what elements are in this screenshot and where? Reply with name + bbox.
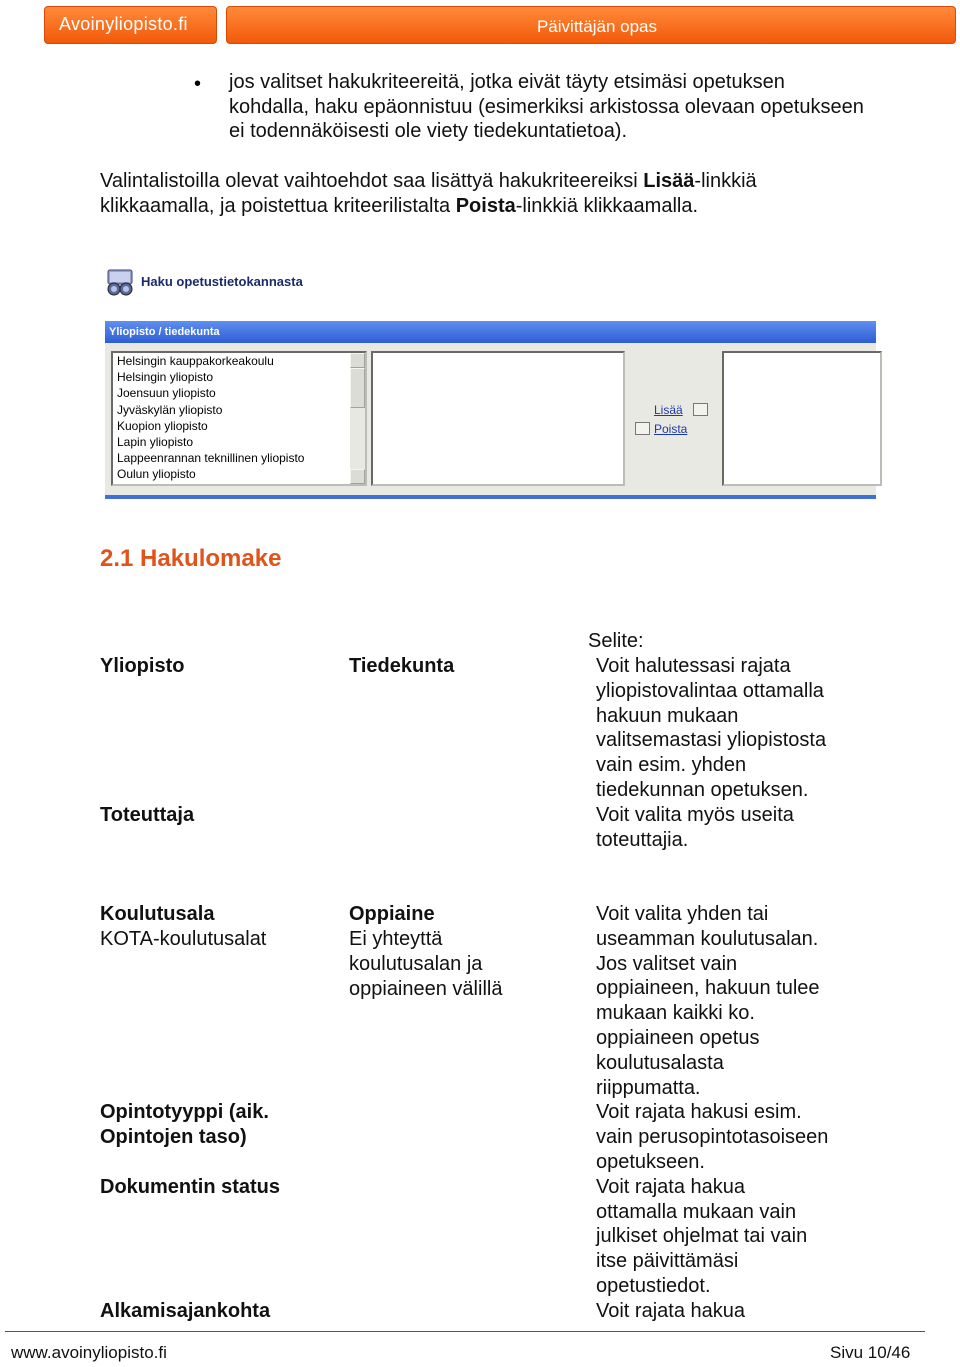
text-line: Voit valita myös useita (596, 803, 794, 826)
add-arrow-icon[interactable] (693, 403, 708, 416)
bullet-paragraph: jos valitset hakukriteereitä, jotka eivät täyty etsimäsi opetuksen kohdalla, haku epäonnistuu (esimerkiksi arkistossa olevaan opetukseen ei todennäköisesti ole viety tiedekuntatietoa). (229, 71, 864, 142)
text-line: hakuun mukaan (596, 704, 739, 727)
paragraph-part-3: -linkkiä klikkaamalla. (515, 195, 699, 217)
list-item[interactable]: Jyväskylän yliopisto (117, 402, 223, 417)
text-line: Opintojen taso) (100, 1125, 247, 1148)
remove-arrow-icon[interactable] (635, 422, 650, 435)
logo-banner (44, 6, 217, 44)
section-heading: 2.1 Hakulomake (100, 545, 282, 572)
university-listbox[interactable] (111, 351, 367, 486)
list-item[interactable]: Helsingin yliopisto (117, 370, 214, 385)
label-tiedekunta: Tiedekunta (349, 655, 455, 677)
label-dokumentin-status: Dokumentin status (100, 1176, 281, 1198)
list-item[interactable]: Oulun yliopisto (117, 467, 196, 482)
text-line: Voit valita yhden tai (596, 903, 769, 925)
label-alkamisajankohta: Alkamisajankohta (100, 1300, 271, 1322)
selected-criteria-listbox[interactable] (722, 351, 882, 486)
add-link[interactable]: Lisää (654, 403, 683, 417)
selite-label: Selite: (588, 630, 644, 652)
page-header-title: Päivittäjän opas (536, 17, 657, 36)
text-line: Ei yhteyttä (349, 928, 443, 950)
instruction-paragraph (100, 169, 860, 219)
scroll-up-button[interactable] (350, 353, 365, 368)
text-line: useamman koulutusalan. (596, 927, 819, 950)
text-line: Jos valitset vain (596, 952, 738, 975)
text-line: vain esim. yhden (596, 754, 747, 777)
footer-url: www.avoinyliopisto.fi (11, 1343, 167, 1362)
list-item[interactable]: Joensuun yliopisto (117, 386, 216, 401)
text-line: opetukseen. (596, 1150, 705, 1173)
text-line: toteuttajia. (596, 828, 689, 851)
text-line: koulutusalasta (596, 1051, 724, 1074)
list-item[interactable]: Helsingin kauppakorkeakoulu (117, 354, 274, 368)
bullet-icon: • (194, 73, 202, 95)
paragraph-part-2: -linkkiä klikkaamalla, ja poistettua kriteerilistalta (100, 170, 757, 217)
faculty-listbox[interactable] (371, 351, 625, 486)
list-item[interactable]: Kuopion yliopisto (117, 418, 208, 433)
panel-header-label: Yliopisto / tiedekunta (109, 326, 220, 338)
text-line: oppiaineen, hakuun tulee (596, 977, 820, 1000)
remove-link[interactable]: Poista (654, 422, 688, 436)
text-line: tiedekunnan opetuksen. (596, 778, 809, 801)
text-line: Voit rajata hakua (596, 1299, 745, 1322)
list-item[interactable]: Lappeenrannan teknillinen yliopisto (117, 451, 305, 466)
label-yliopisto: Yliopisto (100, 655, 185, 677)
screenshot-title: Haku opetustietokannasta (141, 274, 303, 289)
paragraph-bold-add: Lisää (643, 170, 695, 192)
paragraph-bold-remove: Poista (455, 195, 516, 217)
scroll-thumb[interactable] (350, 368, 365, 408)
text-line: oppiaineen välillä (349, 977, 503, 1000)
panel-header (105, 321, 876, 343)
label-toteuttaja: Toteuttaja (100, 804, 195, 826)
text-line: itse päivittämäsi (596, 1250, 739, 1273)
text-line: Voit rajata hakusi esim. (596, 1101, 802, 1124)
search-binoculars-icon (105, 268, 135, 296)
text-line: ottamalla mukaan vain (596, 1200, 797, 1223)
text-line: Voit halutessasi rajata (596, 655, 791, 677)
text-line: yliopistovalintaa ottamalla (596, 679, 824, 702)
text-line: mukaan kaikki ko. (596, 1002, 755, 1025)
label-kota: KOTA-koulutusalat (100, 928, 267, 950)
scroll-down-button[interactable] (350, 469, 365, 484)
text-line: valitsemastasi yliopistosta (596, 729, 827, 752)
selite-koulutusala (596, 902, 828, 1324)
label-oppiaine: Oppiaine (349, 903, 435, 925)
footer-divider (5, 1331, 925, 1332)
list-item[interactable]: Lapin yliopisto (117, 435, 194, 450)
oppiaine-note (349, 927, 502, 1001)
text-line: riippumatta. (596, 1076, 701, 1099)
footer-page-number: Sivu 10/46 (830, 1343, 911, 1362)
text-line: julkiset ohjelmat tai vain (596, 1225, 808, 1248)
paragraph-part-1: Valintalistoilla olevat vaihtoehdot saa lisättyä hakukriteereiksi (100, 170, 644, 192)
text-line: vain perusopintotasoiseen (596, 1126, 829, 1149)
logo-text: Avoinyliopisto.fi (59, 14, 188, 34)
label-opintotyyppi (100, 1100, 269, 1150)
text-line: koulutusalan ja (349, 952, 483, 975)
title-banner (226, 6, 956, 44)
text-line: Voit rajata hakua (596, 1175, 745, 1198)
text-line: opetustiedot. (596, 1274, 711, 1297)
text-line: oppiaineen opetus (596, 1026, 760, 1049)
label-koulutusala: Koulutusala (100, 903, 215, 925)
selite-yliopisto (596, 654, 826, 852)
text-line: Opintotyyppi (aik. (100, 1101, 269, 1123)
search-panel (105, 321, 876, 499)
listbox-scrollbar[interactable] (350, 353, 365, 484)
